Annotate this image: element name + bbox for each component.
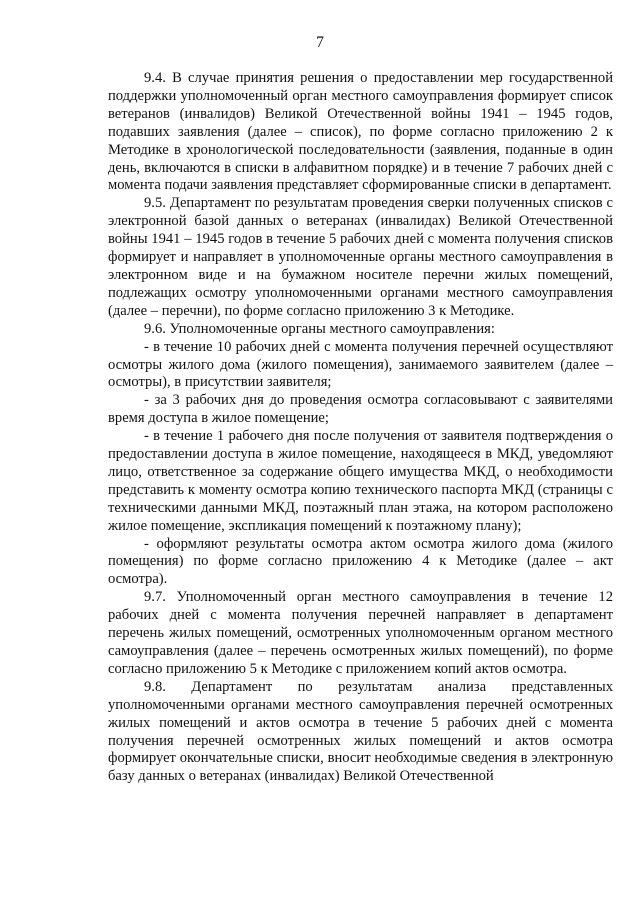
list-item-inspections: - в течение 10 рабочих дней с момента получения перечней осуществляют осмотры жилого дома (жилого помещения), занимаемого заявителем (далее – осмотры), в присутствии заявителя; xyxy=(108,338,613,391)
document-body xyxy=(108,70,613,786)
paragraph-9-6: 9.6. Уполномоченные органы местного самоуправления: xyxy=(144,320,495,337)
page-number: 7 xyxy=(316,34,324,51)
paragraph-9-7: 9.7. Уполномоченный орган местного самоуправления в течение 12 рабочих дней с момента получения перечней направляет в департамент перечень жилых помещений, осмотренных уполномоченным органом местного самоуправления (далее – перечень осмотренных жилых помещений), по форме согласно приложению 5 к Методике с приложением копий актов осмотра. xyxy=(108,589,613,677)
list-item-inspection-act: - оформляют результаты осмотра актом осмотра жилого дома (жилого помещения) по форме согласно приложению 4 к Методике (далее – акт осмотра). xyxy=(108,535,613,588)
list-item-notification: - в течение 1 рабочего дня после получения от заявителя подтверждения о предоставлении доступа в жилое помещение, находящееся в МКД, уведомляют лицо, ответственное за содержание общего имущества МКД, о необходимости представить к моменту осмотра копию технического паспорта МКД (страницы с техническими данными МКД, поэтажный план этажа, на котором расположено жилое помещение, экспликация помещений к поэтажному плану); xyxy=(108,428,613,534)
paragraph-9-8: 9.8. Департамент по результатам анализа представленных уполномоченными органами местного самоуправления перечней осмотренных жилых помещений и актов осмотра в течение 5 рабочих дней с момента получения перечней осмотренных жилых помещений и актов осмотра формирует окончательные списки, вносит необходимые сведения в электронную базу данных о ветеранах (инвалидах) Великой Отечественной xyxy=(108,678,613,785)
paragraph-9-5: 9.5. Департамент по результатам проведения сверки полученных списков с электронной базой данных о ветеранах (инвалидах) Великой Отечественной войны 1941 – 1945 годов в течение 5 рабочих дней с момента получения списков формирует и направляет в уполномоченные органы местного самоуправления в электронном виде и на бумажном носителе перечни жилых помещений, подлежащих осмотру уполномоченными органами местного самоуправления (далее – перечни), по форме согласно приложению 3 к Методике. xyxy=(108,195,613,319)
list-item-access-agreement: - за 3 рабочих дня до проведения осмотра согласовывают с заявителями время доступа в жилое помещение; xyxy=(108,392,613,427)
paragraph-9-4: 9.4. В случае принятия решения о предоставлении мер государственной поддержки уполномоченный орган местного самоуправления формирует список ветеранов (инвалидов) Великой Отечественной войны 1941 – 1945 годов, подавших заявления (далее – список), по форме согласно приложению 2 к Методике в хронологической последовательности (заявления, поданные в один день, включаются в списки в алфавитном порядке) и в течение 7 рабочих дней с момента подачи заявления представляет сформированные списки в департамент. xyxy=(108,70,613,194)
